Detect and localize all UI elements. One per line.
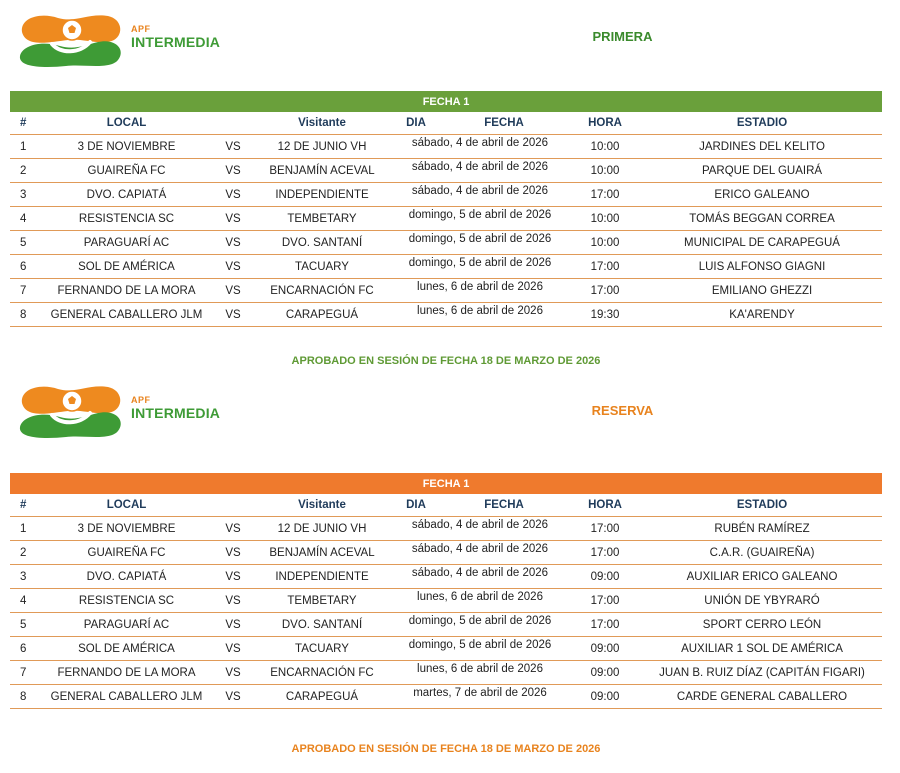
match-date: domingo, 5 de abril de 2026 xyxy=(392,231,568,255)
vs-label: VS xyxy=(214,661,252,685)
vs-label: VS xyxy=(214,231,252,255)
home-team: GENERAL CABALLERO JLM xyxy=(39,685,214,709)
match-row xyxy=(10,279,882,303)
col-num-header: # xyxy=(10,112,39,135)
home-team: GENERAL CABALLERO JLM xyxy=(39,303,214,327)
match-date: lunes, 6 de abril de 2026 xyxy=(392,661,568,685)
col-visitante-header: Visitante xyxy=(252,494,392,517)
match-date: domingo, 5 de abril de 2026 xyxy=(392,255,568,279)
vs-label: VS xyxy=(214,541,252,565)
col-dia-header: DIA xyxy=(392,112,440,135)
vs-label: VS xyxy=(214,183,252,207)
match-number: 7 xyxy=(10,661,39,685)
col-vs-header xyxy=(214,112,252,135)
column-header-row xyxy=(10,494,882,517)
logo-name-text: INTERMEDIA xyxy=(131,405,221,421)
match-date: sábado, 4 de abril de 2026 xyxy=(392,517,568,541)
home-team: RESISTENCIA SC xyxy=(39,589,214,613)
stadium: UNIÓN DE YBYRARÓ xyxy=(642,589,882,613)
stadium: AUXILIAR 1 SOL DE AMÉRICA xyxy=(642,637,882,661)
match-number: 7 xyxy=(10,279,39,303)
match-time: 19:30 xyxy=(568,303,642,327)
match-date: domingo, 5 de abril de 2026 xyxy=(392,637,568,661)
match-number: 3 xyxy=(10,565,39,589)
col-local-header: LOCAL xyxy=(39,112,214,135)
vs-label: VS xyxy=(214,589,252,613)
match-number: 4 xyxy=(10,589,39,613)
logo-apf-text: APF xyxy=(131,24,151,34)
match-number: 5 xyxy=(10,613,39,637)
col-estadio-header: ESTADIO xyxy=(642,112,882,135)
match-time: 10:00 xyxy=(568,231,642,255)
match-time: 09:00 xyxy=(568,685,642,709)
vs-label: VS xyxy=(214,637,252,661)
match-row xyxy=(10,613,882,637)
home-team: 3 DE NOVIEMBRE xyxy=(39,517,214,541)
primera-rows xyxy=(10,135,882,327)
match-number: 6 xyxy=(10,637,39,661)
match-date: domingo, 5 de abril de 2026 xyxy=(392,613,568,637)
away-team: BENJAMÍN ACEVAL xyxy=(252,159,392,183)
soccer-logo-icon xyxy=(18,10,128,72)
match-date: sábado, 4 de abril de 2026 xyxy=(392,183,568,207)
home-team: DVO. CAPIATÁ xyxy=(39,565,214,589)
vs-label: VS xyxy=(214,207,252,231)
match-time: 17:00 xyxy=(568,517,642,541)
away-team: BENJAMÍN ACEVAL xyxy=(252,541,392,565)
away-team: 12 DE JUNIO VH xyxy=(252,135,392,159)
home-team: 3 DE NOVIEMBRE xyxy=(39,135,214,159)
match-row xyxy=(10,661,882,685)
home-team: FERNANDO DE LA MORA xyxy=(39,279,214,303)
away-team: 12 DE JUNIO VH xyxy=(252,517,392,541)
fecha-header xyxy=(10,91,882,112)
vs-label: VS xyxy=(214,303,252,327)
vs-label: VS xyxy=(214,517,252,541)
match-date: sábado, 4 de abril de 2026 xyxy=(392,541,568,565)
apf-intermedia-logo xyxy=(18,381,228,443)
stadium: JUAN B. RUIZ DÍAZ (CAPITÁN FIGARI) xyxy=(642,661,882,685)
logo-name-text: INTERMEDIA xyxy=(131,34,221,50)
match-number: 4 xyxy=(10,207,39,231)
apf-intermedia-logo xyxy=(18,10,228,72)
stadium: JARDINES DEL KELITO xyxy=(642,135,882,159)
away-team: INDEPENDIENTE xyxy=(252,183,392,207)
match-date: domingo, 5 de abril de 2026 xyxy=(392,207,568,231)
home-team: DVO. CAPIATÁ xyxy=(39,183,214,207)
logo-apf-text: APF xyxy=(131,395,151,405)
stadium: LUIS ALFONSO GIAGNI xyxy=(642,255,882,279)
col-local-header: LOCAL xyxy=(39,494,214,517)
home-team: RESISTENCIA SC xyxy=(39,207,214,231)
vs-label: VS xyxy=(214,159,252,183)
stadium: MUNICIPAL DE CARAPEGUÁ xyxy=(642,231,882,255)
match-date: lunes, 6 de abril de 2026 xyxy=(392,303,568,327)
match-time: 10:00 xyxy=(568,207,642,231)
division-title: PRIMERA xyxy=(592,29,653,44)
match-row xyxy=(10,589,882,613)
match-time: 17:00 xyxy=(568,613,642,637)
away-team: TACUARY xyxy=(252,255,392,279)
vs-label: VS xyxy=(214,279,252,303)
stadium: ERICO GALEANO xyxy=(642,183,882,207)
away-team: TEMBETARY xyxy=(252,207,392,231)
match-number: 2 xyxy=(10,159,39,183)
col-dia-header: DIA xyxy=(392,494,440,517)
match-number: 8 xyxy=(10,303,39,327)
approval-note: APROBADO EN SESIÓN DE FECHA 18 DE MARZO DE 2026 xyxy=(291,355,601,367)
match-row xyxy=(10,183,882,207)
match-date: sábado, 4 de abril de 2026 xyxy=(392,135,568,159)
vs-label: VS xyxy=(214,255,252,279)
match-row xyxy=(10,637,882,661)
stadium: C.A.R. (GUAIREÑA) xyxy=(642,541,882,565)
soccer-logo-icon xyxy=(18,381,128,443)
match-number: 5 xyxy=(10,231,39,255)
home-team: SOL DE AMÉRICA xyxy=(39,255,214,279)
match-number: 8 xyxy=(10,685,39,709)
stadium: RUBÉN RAMÍREZ xyxy=(642,517,882,541)
match-row xyxy=(10,303,882,327)
col-fecha-header: FECHA xyxy=(440,494,568,517)
match-row xyxy=(10,207,882,231)
match-time: 17:00 xyxy=(568,541,642,565)
home-team: GUAIREÑA FC xyxy=(39,159,214,183)
match-time: 09:00 xyxy=(568,661,642,685)
away-team: ENCARNACIÓN FC xyxy=(252,279,392,303)
match-time: 09:00 xyxy=(568,565,642,589)
col-num-header: # xyxy=(10,494,39,517)
stadium: KA'ARENDY xyxy=(642,303,882,327)
stadium: CARDE GENERAL CABALLERO xyxy=(642,685,882,709)
away-team: DVO. SANTANÍ xyxy=(252,231,392,255)
match-row xyxy=(10,565,882,589)
match-number: 2 xyxy=(10,541,39,565)
stadium: SPORT CERRO LEÓN xyxy=(642,613,882,637)
fecha-title: FECHA 1 xyxy=(10,473,882,494)
col-estadio-header: ESTADIO xyxy=(642,494,882,517)
match-number: 1 xyxy=(10,135,39,159)
match-time: 17:00 xyxy=(568,183,642,207)
fixture-table xyxy=(10,91,882,327)
away-team: CARAPEGUÁ xyxy=(252,685,392,709)
col-fecha-header: FECHA xyxy=(440,112,568,135)
match-row xyxy=(10,517,882,541)
match-date: sábado, 4 de abril de 2026 xyxy=(392,565,568,589)
match-number: 6 xyxy=(10,255,39,279)
match-time: 17:00 xyxy=(568,279,642,303)
col-visitante-header: Visitante xyxy=(252,112,392,135)
vs-label: VS xyxy=(214,135,252,159)
home-team: GUAIREÑA FC xyxy=(39,541,214,565)
home-team: SOL DE AMÉRICA xyxy=(39,637,214,661)
stadium: PARQUE DEL GUAIRÁ xyxy=(642,159,882,183)
stadium: EMILIANO GHEZZI xyxy=(642,279,882,303)
fixture-table xyxy=(10,473,882,709)
away-team: TEMBETARY xyxy=(252,589,392,613)
approval-note: APROBADO EN SESIÓN DE FECHA 18 DE MARZO DE 2026 xyxy=(291,743,601,755)
away-team: DVO. SANTANÍ xyxy=(252,613,392,637)
fecha-title: FECHA 1 xyxy=(10,91,882,112)
vs-label: VS xyxy=(214,613,252,637)
away-team: TACUARY xyxy=(252,637,392,661)
match-number: 1 xyxy=(10,517,39,541)
match-number: 3 xyxy=(10,183,39,207)
stadium: AUXILIAR ERICO GALEANO xyxy=(642,565,882,589)
match-date: martes, 7 de abril de 2026 xyxy=(392,685,568,709)
match-row xyxy=(10,685,882,709)
match-time: 10:00 xyxy=(568,135,642,159)
away-team: ENCARNACIÓN FC xyxy=(252,661,392,685)
match-row xyxy=(10,135,882,159)
match-date: lunes, 6 de abril de 2026 xyxy=(392,589,568,613)
away-team: INDEPENDIENTE xyxy=(252,565,392,589)
match-time: 09:00 xyxy=(568,637,642,661)
col-hora-header: HORA xyxy=(568,494,642,517)
match-row xyxy=(10,231,882,255)
division-title: RESERVA xyxy=(591,403,654,418)
vs-label: VS xyxy=(214,565,252,589)
home-team: PARAGUARÍ AC xyxy=(39,613,214,637)
match-time: 17:00 xyxy=(568,589,642,613)
reserva-rows xyxy=(10,517,882,709)
stadium: TOMÁS BEGGAN CORREA xyxy=(642,207,882,231)
match-row xyxy=(10,255,882,279)
match-date: sábado, 4 de abril de 2026 xyxy=(392,159,568,183)
match-row xyxy=(10,541,882,565)
vs-label: VS xyxy=(214,685,252,709)
home-team: PARAGUARÍ AC xyxy=(39,231,214,255)
match-date: lunes, 6 de abril de 2026 xyxy=(392,279,568,303)
match-time: 10:00 xyxy=(568,159,642,183)
column-header-row xyxy=(10,112,882,135)
col-vs-header xyxy=(214,494,252,517)
away-team: CARAPEGUÁ xyxy=(252,303,392,327)
match-row xyxy=(10,159,882,183)
fecha-header xyxy=(10,473,882,494)
home-team: FERNANDO DE LA MORA xyxy=(39,661,214,685)
col-hora-header: HORA xyxy=(568,112,642,135)
match-time: 17:00 xyxy=(568,255,642,279)
